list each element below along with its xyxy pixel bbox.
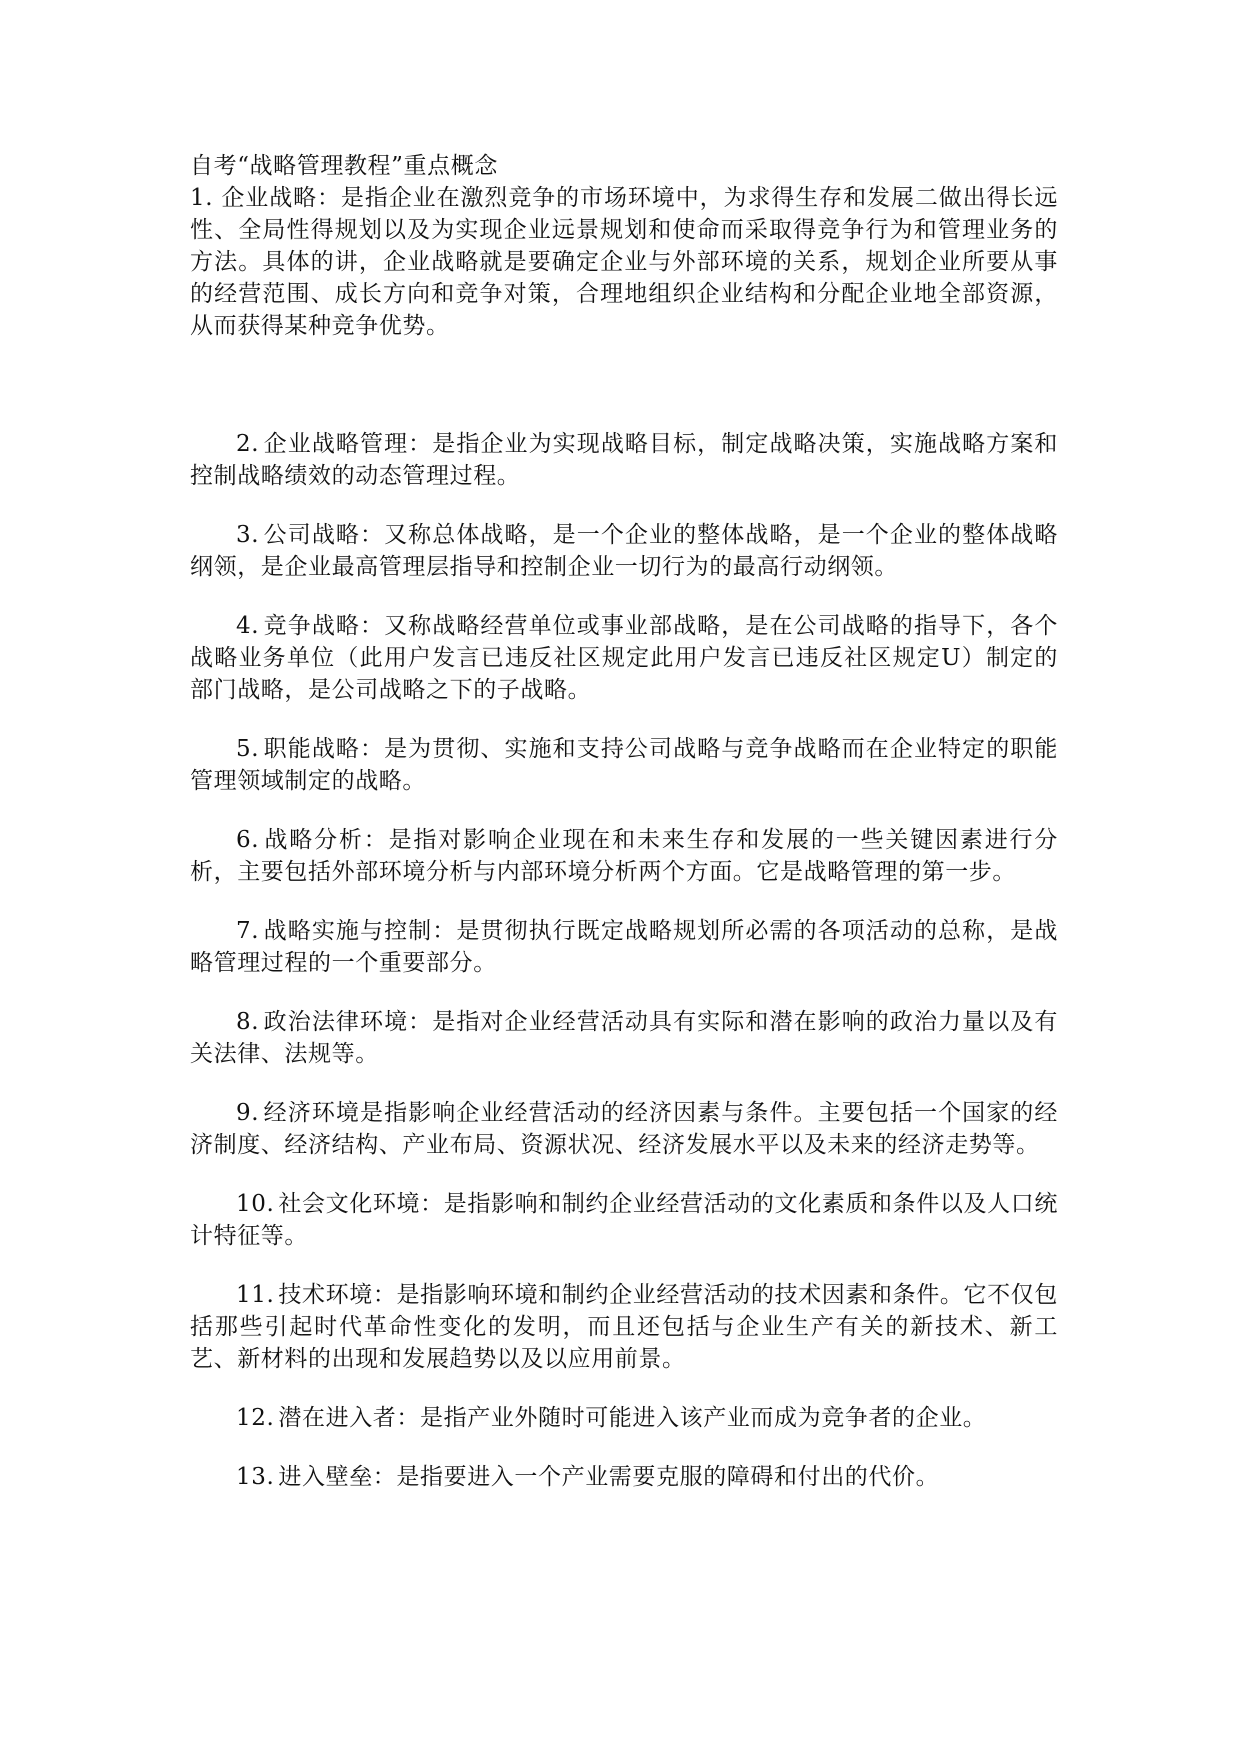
concept-text: 企业战略管理：是指企业为实现战略目标，制定战略决策，实施战略方案和控制战略绩效的动态管理过程。 xyxy=(190,431,1058,489)
concept-number: 2. xyxy=(236,431,260,457)
concept-number: 11. xyxy=(236,1282,275,1308)
concept-text: 竞争战略：又称战略经营单位或事业部战略，是在公司战略的指导下，各个战略业务单位（此用户发言已违反社区规定此用户发言已违反社区规定U）制定的部门战略，是公司战略之下的子战略。 xyxy=(190,613,1058,703)
concept-number: 8. xyxy=(236,1009,260,1035)
concept-text: 进入壁垒：是指要进入一个产业需要克服的障碍和付出的代价。 xyxy=(278,1464,940,1490)
concept-text: 战略分析：是指对影响企业现在和未来生存和发展的一些关键因素进行分析，主要包括外部环境分析与内部环境分析两个方面。它是战略管理的第一步。 xyxy=(190,827,1058,885)
concept-number: 9. xyxy=(236,1100,260,1126)
concept-text: 战略实施与控制：是贯彻执行既定战略规划所必需的各项活动的总称，是战略管理过程的一个重要部分。 xyxy=(190,918,1058,976)
document-body xyxy=(190,150,1058,1520)
concept-item xyxy=(190,915,1058,979)
concept-text: 职能战略：是为贯彻、实施和支持公司战略与竞争战略而在企业特定的职能管理领域制定的战略。 xyxy=(190,736,1058,794)
concept-item xyxy=(190,1279,1058,1375)
concept-item xyxy=(190,610,1058,706)
concept-item xyxy=(190,519,1058,583)
concept-number: 10. xyxy=(236,1191,275,1217)
concept-text: 技术环境：是指影响环境和制约企业经营活动的技术因素和条件。它不仅包括那些引起时代革命性变化的发明，而且还包括与企业生产有关的新技术、新工艺、新材料的出现和发展趋势以及以应用前景。 xyxy=(190,1282,1058,1372)
concept-text: 政治法律环境：是指对企业经营活动具有实际和潜在影响的政治力量以及有关法律、法规等。 xyxy=(190,1009,1058,1067)
concept-item xyxy=(190,428,1058,492)
document-title: 自考“战略管理教程”重点概念 xyxy=(190,153,498,179)
concept-number: 12. xyxy=(236,1405,275,1431)
concept-item xyxy=(190,824,1058,888)
concept-text: 潜在进入者：是指产业外随时可能进入该产业而成为竞争者的企业。 xyxy=(278,1405,987,1431)
concept-number: 7. xyxy=(236,918,260,944)
concept-item xyxy=(190,733,1058,797)
concept-1: 1. 企业战略：是指企业在激烈竞争的市场环境中，为求得生存和发展二做出得长远性、全局性得规划以及为实现企业远景规划和使命而采取得竞争行为和管理业务的方法。具体的讲，企业战略就是要确定企业与外部环境的关系，规划企业所要从事的经营范围、成长方向和竞争对策，合理地组织企业结构和分配企业地全部资源，从而获得某种竞争优势。 xyxy=(190,185,1058,339)
concept-text: 经济环境是指影响企业经营活动的经济因素与条件。主要包括一个国家的经济制度、经济结构、产业布局、资源状况、经济发展水平以及未来的经济走势等。 xyxy=(190,1100,1058,1158)
blank-space xyxy=(190,342,1058,428)
concept-number: 3. xyxy=(236,522,260,548)
concept-item xyxy=(190,1006,1058,1070)
concept-number: 6. xyxy=(236,827,260,853)
concept-text: 社会文化环境：是指影响和制约企业经营活动的文化素质和条件以及人口统计特征等。 xyxy=(190,1191,1058,1249)
concept-number: 4. xyxy=(236,613,260,639)
concept-text: 公司战略：又称总体战略，是一个企业的整体战略，是一个企业的整体战略纲领，是企业最高管理层指导和控制企业一切行为的最高行动纲领。 xyxy=(190,522,1058,580)
concept-item xyxy=(190,1402,1058,1434)
concept-item xyxy=(190,1461,1058,1493)
concept-item xyxy=(190,1097,1058,1161)
concept-number: 13. xyxy=(236,1464,275,1490)
concept-item xyxy=(190,1188,1058,1252)
concept-number: 5. xyxy=(236,736,260,762)
